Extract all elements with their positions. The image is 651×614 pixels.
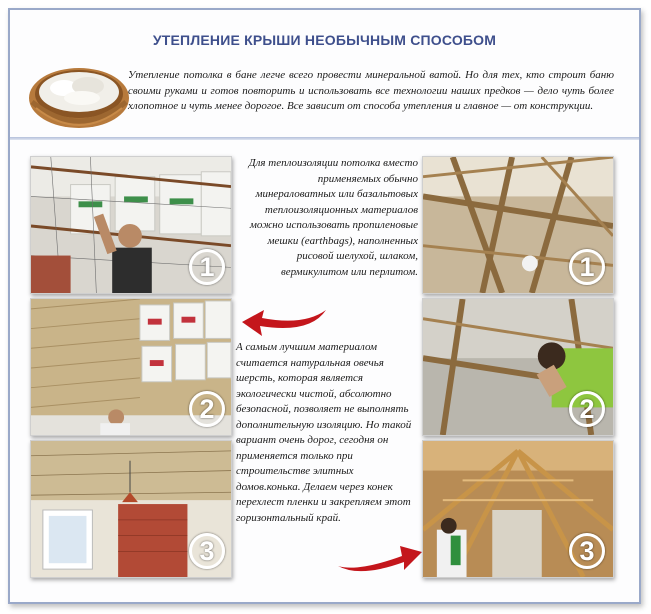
step-badge-left-2: 2 [189, 391, 225, 427]
section-divider [10, 137, 639, 140]
step-badge-right-1: 1 [569, 249, 605, 285]
article-frame [8, 8, 641, 604]
photo-left-1 [30, 156, 232, 294]
photo-right-3 [422, 440, 614, 578]
arrow-right-icon [334, 538, 424, 572]
intro-paragraph: Утепление потолка в бане легче всего провести минеральной ватой. Но для тех, кто строит баню своими руками и готов повторить и использовать все технологии наших предков — дело чуть более хлопотное и чуть менее дорогое. Все зависит от способа утепления и главное — от конструкции. [128, 69, 614, 112]
article-title: УТЕПЛЕНИЕ КРЫШИ НЕОБЫЧНЫМ СПОСОБОМ [152, 32, 497, 48]
step-badge-right-2: 2 [569, 391, 605, 427]
wool-basket-image [24, 62, 134, 134]
step-badge-left-1: 1 [189, 249, 225, 285]
photo-right-1 [422, 156, 614, 294]
photo-left-2 [30, 298, 232, 436]
arrow-left-icon [240, 306, 330, 340]
text-sheep-wool: А самым лучшим материалом считается натуральная овечья шерсть, которая является экологически чистой, абсолютно безопасной, позволяет не выполнять дополнительную изоляцию. Но такой вариант очень дорог, сегодня он применяется только при строительстве элитных домов.конька. Делаем через конек перехлест пленки и закрепляем этот горизонтальный край. [236, 341, 412, 524]
step-badge-right-3: 3 [569, 533, 605, 569]
text-earthbags: Для теплоизоляции потолка вместо применяемых обычно минераловатных или базальтовых теплоизоляционных материалов можно использовать пропиленовые мешки (earthbags), наполненных рисовой шелухой, шлаком, вермикулитом или перлитом. [248, 157, 418, 278]
photo-right-2 [422, 298, 614, 436]
photo-left-3 [30, 440, 232, 578]
step-badge-left-3: 3 [189, 533, 225, 569]
